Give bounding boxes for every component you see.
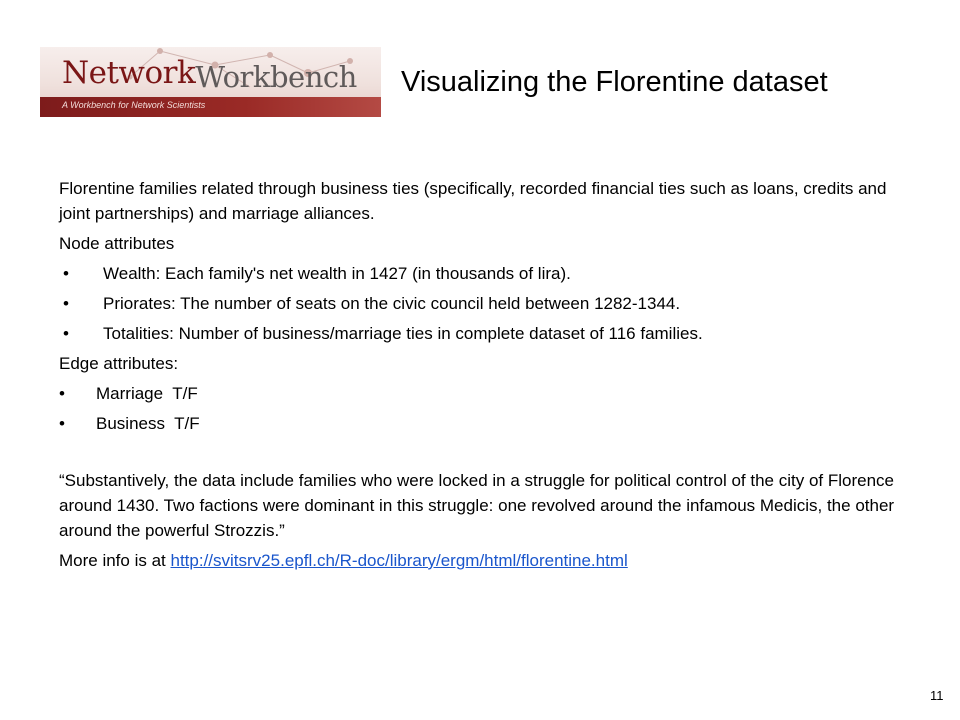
slide-content: [59, 176, 909, 573]
bullet-icon: •: [63, 264, 69, 283]
edge-attributes-heading: Edge attributes:: [59, 354, 179, 373]
bullet-icon: •: [59, 414, 65, 433]
bullet-icon: •: [63, 324, 69, 343]
edge-attribute-item: • Business T/F: [59, 411, 909, 436]
more-info-prefix: More info is at: [59, 551, 171, 570]
quote-text: “Substantively, the data include families who were locked in a struggle for political control of the city of Florence around 1430. Two factions were dominant in this struggle: one revolved around the infamous Medicis, the other around the powerful Strozzis.”: [59, 471, 895, 540]
slide-title: Visualizing the Florentine dataset: [401, 66, 828, 98]
node-attribute-item: • Priorates: The number of seats on the civic council held between 1282-1344.: [59, 291, 909, 316]
logo-wordmark: NetworkWorkbench: [62, 55, 357, 94]
florentine-doc-link[interactable]: http://svitsrv25.epfl.ch/R-doc/library/ergm/html/florentine.html: [170, 551, 628, 570]
page-number: 11: [930, 688, 944, 703]
node-attribute-item: • Wealth: Each family's net wealth in 1427 (in thousands of lira).: [59, 261, 909, 286]
bullet-icon: •: [59, 384, 65, 403]
edge-attribute-item: • Marriage T/F: [59, 381, 909, 406]
node-attribute-item: • Totalities: Number of business/marriage ties in complete dataset of 116 families.: [59, 321, 909, 346]
network-workbench-logo: [40, 47, 381, 117]
more-info-line: [59, 548, 909, 573]
logo-tagline: A Workbench for Network Scientists: [62, 100, 206, 110]
node-attributes-heading: Node attributes: [59, 234, 175, 253]
bullet-icon: •: [63, 294, 69, 313]
intro-text: Florentine families related through business ties (specifically, recorded financial ties such as loans, credits and joint partnerships) and marriage alliances.: [59, 179, 887, 223]
